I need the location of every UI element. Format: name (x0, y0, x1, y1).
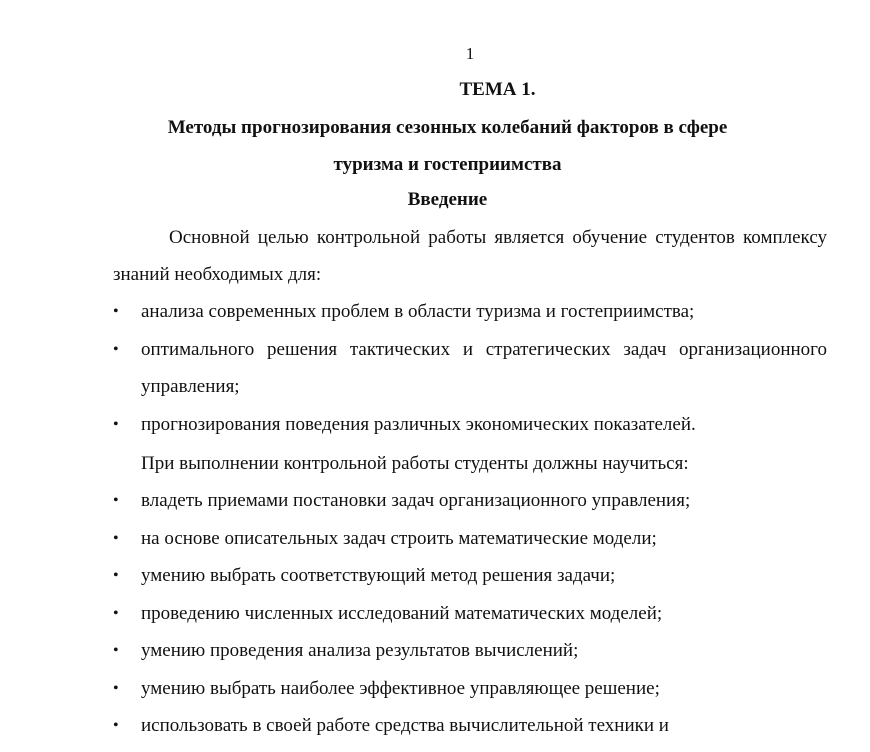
bullet-icon: • (113, 492, 119, 509)
bullet-icon: • (113, 717, 119, 734)
section-heading-introduction: Введение (407, 189, 488, 210)
list-item (113, 331, 827, 406)
list-item (113, 707, 827, 745)
skills-intro-paragraph: При выполнении контрольной работы студенты должны научиться: (141, 453, 689, 474)
title-line-1: Методы прогнозирования сезонных колебаний факторов в сфере (167, 117, 728, 138)
list-item-text: использовать в своей работе средства вычислительной техники и (141, 715, 669, 736)
list-item (113, 406, 827, 444)
bullet-icon: • (113, 303, 119, 320)
theme-heading: ТЕМА 1. (459, 79, 536, 100)
title-line-2: туризма и гостеприимства (333, 154, 562, 175)
list-item (113, 670, 827, 708)
list-item-text: на основе описательных задач строить математические модели; (141, 527, 657, 549)
page-number: 1 (465, 44, 475, 63)
bullet-icon: • (113, 415, 119, 433)
bullet-icon: • (113, 679, 119, 697)
skills-list (113, 482, 827, 745)
list-item-text: проведению численных исследований математических моделей; (141, 602, 663, 624)
intro-paragraph: Основной целью контрольной работы является обучение студентов комплексу знаний необходимых для: (113, 227, 827, 285)
bullet-icon: • (113, 567, 119, 584)
list-item (113, 293, 827, 331)
list-item-text: анализа современных проблем в области туризма и гостеприимства; (141, 301, 695, 322)
list-item (113, 520, 827, 558)
list-item (113, 595, 827, 633)
list-item (113, 632, 827, 670)
list-item-text: умению выбрать соответствующий метод решения задачи; (141, 565, 616, 586)
list-item (113, 557, 827, 595)
list-item-text: прогнозирования поведения различных экономических показателей. (141, 413, 696, 435)
list-item-text: умению выбрать наиболее эффективное управляющее решение; (141, 677, 660, 699)
list-item-text: оптимального решения тактических и стратегических задач организационного управления; (141, 338, 827, 397)
bullet-icon: • (113, 340, 119, 358)
bullet-icon: • (113, 529, 119, 547)
bullet-icon: • (113, 604, 119, 622)
list-item-text: владеть приемами постановки задач организационного управления; (141, 490, 691, 511)
list-item-text: умению проведения анализа результатов вычислений; (141, 640, 579, 661)
goals-list (113, 293, 827, 443)
bullet-icon: • (113, 642, 119, 659)
list-item (113, 482, 827, 520)
